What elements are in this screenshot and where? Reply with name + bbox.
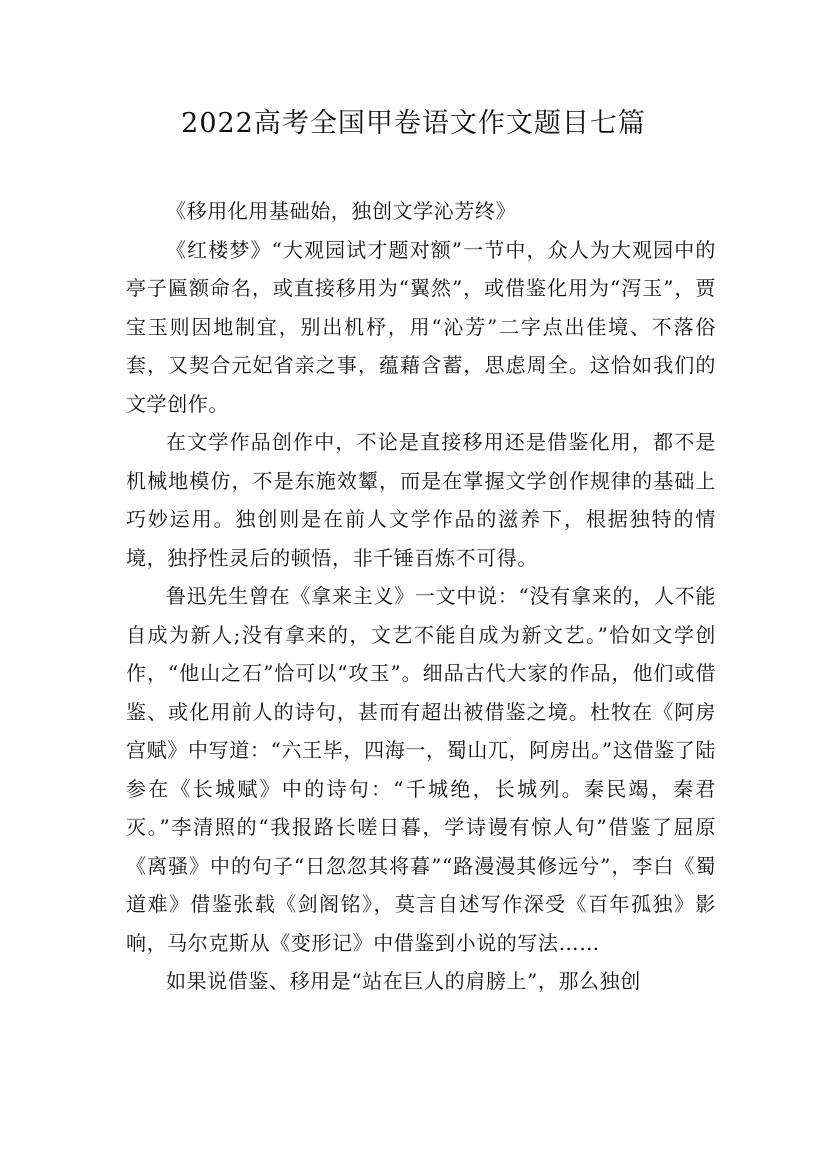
body-paragraph-2: 在文学作品创作中，不论是直接移用还是借鉴化用，都不是机械地模仿，不是东施效颦，而是在掌握文学创作规律的基础上巧妙运用。独创则是在前人文学作品的滋养下，根据独特的情境，独抒性灵后的顿悟，非千锤百炼不可得。 [126, 430, 716, 570]
body-paragraph-3: 鲁迅先生曾在《拿来主义》一文中说：“没有拿来的，人不能自成为新人;没有拿来的，文艺不能自成为新文艺。”恰如文学创作，“他山之石”恰可以“攻玉”。细品古代大家的作品，他们或借鉴、或化用前人的诗句，甚而有超出被借鉴之境。杜牧在《阿房宫赋》中写道：“六王毕，四海一，蜀山兀，阿房出。”这借鉴了陆参在《长城赋》中的诗句：“千城绝，长城列。秦民竭，秦君灭。”李清照的“我报路长嗟日暮，学诗谩有惊人句”借鉴了屈原《离骚》中的句子“日忽忽其将暮”“路漫漫其修远兮”，李白《蜀道难》借鉴张载《剑阁铭》，莫言自述写作深受《百年孤独》影响，马尔克斯从《变形记》中借鉴到小说的写法…… [126, 584, 716, 955]
document-body [126, 192, 716, 1001]
body-paragraph-1: 《红楼梦》“大观园试才题对额”一节中，众人为大观园中的亭子匾额命名，或直接移用为“翼然”，或借鉴化用为“泻玉”，贾宝玉则因地制宜，别出机杼，用“沁芳”二字点出佳境、不落俗套，又契合元妃省亲之事，蕴藉含蓄，思虑周全。这恰如我们的文学创作。 [126, 237, 716, 416]
body-paragraph-4: 如果说借鉴、移用是“站在巨人的肩膀上”，那么独创 [166, 969, 641, 993]
essay-heading-paragraph: 《移用化用基础始，独创文学沁芳终》 [166, 199, 517, 223]
document-title: 2022高考全国甲卷语文作文题目七篇 [181, 108, 646, 139]
